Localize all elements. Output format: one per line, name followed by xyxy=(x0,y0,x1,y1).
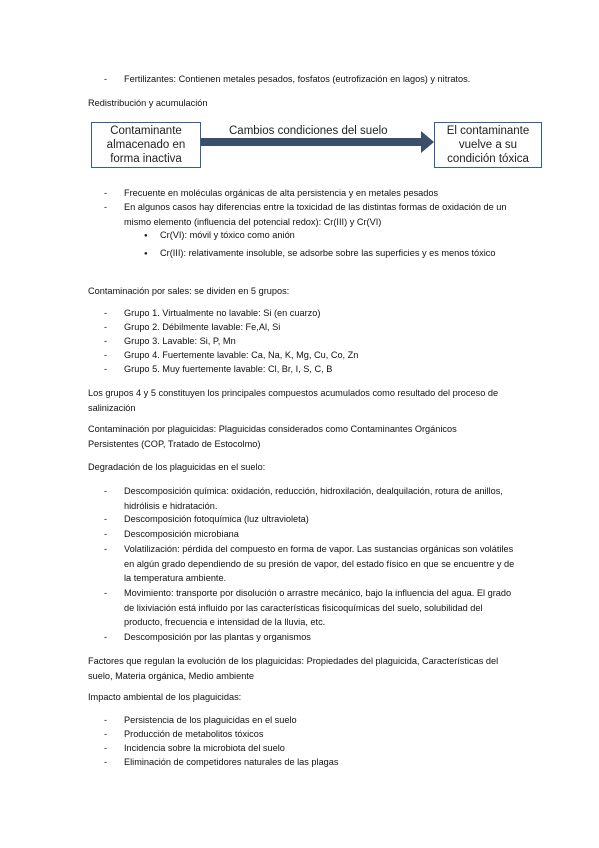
list-item: Frecuente en moléculas orgánicas de alta persistencia y en metales pesados xyxy=(124,188,439,198)
list-item: Grupo 4. Fuertemente lavable: Ca, Na, K, Mg, Cu, Co, Zn xyxy=(124,350,359,360)
bullet-dash: - xyxy=(104,202,108,212)
paragraph: Contaminación por plaguicidas: Plaguicidas considerados como Contaminantes Orgánicos Persistentes (COP, Tratado de Estocolmo) xyxy=(88,424,457,449)
paragraph: Los grupos 4 y 5 constituyen los principales compuestos acumulados como resultado del proceso de salinización xyxy=(88,388,499,413)
list-item: Grupo 5. Muy fuertemente lavable: Cl, Br, I, S, C, B xyxy=(124,364,333,374)
bullet-dot xyxy=(144,246,152,263)
bullet-dash: - xyxy=(104,729,108,739)
list-item: Eliminación de competidores naturales de las plagas xyxy=(124,757,339,767)
bullet-dash: - xyxy=(104,308,108,318)
bullet-dash: - xyxy=(104,529,108,539)
list-item: Movimiento: transporte por disolución o arrastre mecánico, bajo la influencia del agua. El grado de lixiviación está influido por las características fisicoquímicas del suelo, solubilidad del producto, frecuencia e intensidad de la lluvia, etc. xyxy=(124,588,512,627)
list-item: Incidencia sobre la microbiota del suelo xyxy=(124,743,285,753)
list-item: Volatilización: pérdida del compuesto en forma de vapor. Las sustancias orgánicas son volátiles en algún grado dependiendo de su presión de vapor, del estado físico en que se encuentre y de la temperatura ambiente. xyxy=(124,544,515,583)
sub-list-item: Cr(III): relativamente insoluble, se adsorbe sobre las superficies y es menos tóxico xyxy=(160,248,496,258)
bullet-dash: - xyxy=(104,486,108,496)
bullet-dash: - xyxy=(104,588,108,598)
bullet-dash: - xyxy=(104,350,108,360)
list-item: Fertilizantes: Contienen metales pesados, fosfatos (eutrofización en lagos) y nitratos. xyxy=(124,74,471,84)
inactive-contaminant-box xyxy=(91,122,201,168)
bullet-dot xyxy=(144,228,152,245)
list-item: Grupo 1. Virtualmente no lavable: Si (en cuarzo) xyxy=(124,308,321,318)
list-item: En algunos casos hay diferencias entre la toxicidad de las distintas formas de oxidación de un mismo elemento (influencia del potencial redox): Cr(III) y Cr(VI) xyxy=(124,202,507,227)
list-item: Descomposición química: oxidación, reducción, hidroxilación, dealquilación, rotura de anillos, hidrólisis e hidratación. xyxy=(124,486,503,511)
paragraph: Factores que regulan la evolución de los plaguicidas: Propiedades del plaguicida, Características del suelo, Materia orgánica, Medio ambiente xyxy=(88,656,499,681)
bullet-dash: - xyxy=(104,757,108,767)
list-item: Grupo 2. Débilmente lavable: Fe,Al, Si xyxy=(124,322,281,332)
bullet-dash: - xyxy=(104,336,108,346)
section-heading: Impacto ambiental de los plaguicidas: xyxy=(88,692,242,702)
list-item: Descomposición microbiana xyxy=(124,529,239,539)
list-item: Grupo 3. Lavable: Si, P, Mn xyxy=(124,336,236,346)
section-heading: Degradación de los plaguicidas en el suelo: xyxy=(88,462,266,472)
bullet-dash: - xyxy=(104,514,108,524)
box-label: Contaminante almacenado en forma inactiva xyxy=(106,125,186,165)
bullet-dash: - xyxy=(104,74,108,84)
bullet-dash: - xyxy=(104,632,108,642)
list-item: Persistencia de los plaguicidas en el suelo xyxy=(124,715,297,725)
list-item: Descomposición fotoquímica (luz ultravioleta) xyxy=(124,514,309,524)
list-item: Descomposición por las plantas y organismos xyxy=(124,632,311,642)
section-heading: Redistribución y acumulación xyxy=(88,98,208,108)
arrow-label: Cambios condiciones del suelo xyxy=(229,125,388,137)
bullet-dash: - xyxy=(104,544,108,554)
section-heading: Contaminación por sales: se dividen en 5 grupos: xyxy=(88,286,290,296)
toxic-contaminant-box xyxy=(434,122,542,168)
bullet-dash: - xyxy=(104,364,108,374)
bullet-dash: - xyxy=(104,715,108,725)
bullet-dash: - xyxy=(104,743,108,753)
bullet-dash: - xyxy=(104,188,108,198)
sub-list-item: Cr(VI): móvil y tóxico como anión xyxy=(160,230,295,240)
bullet-dash: - xyxy=(104,322,108,332)
box-label: El contaminante vuelve a su condición tóxica xyxy=(446,125,530,165)
list-item: Producción de metabolitos tóxicos xyxy=(124,729,264,739)
